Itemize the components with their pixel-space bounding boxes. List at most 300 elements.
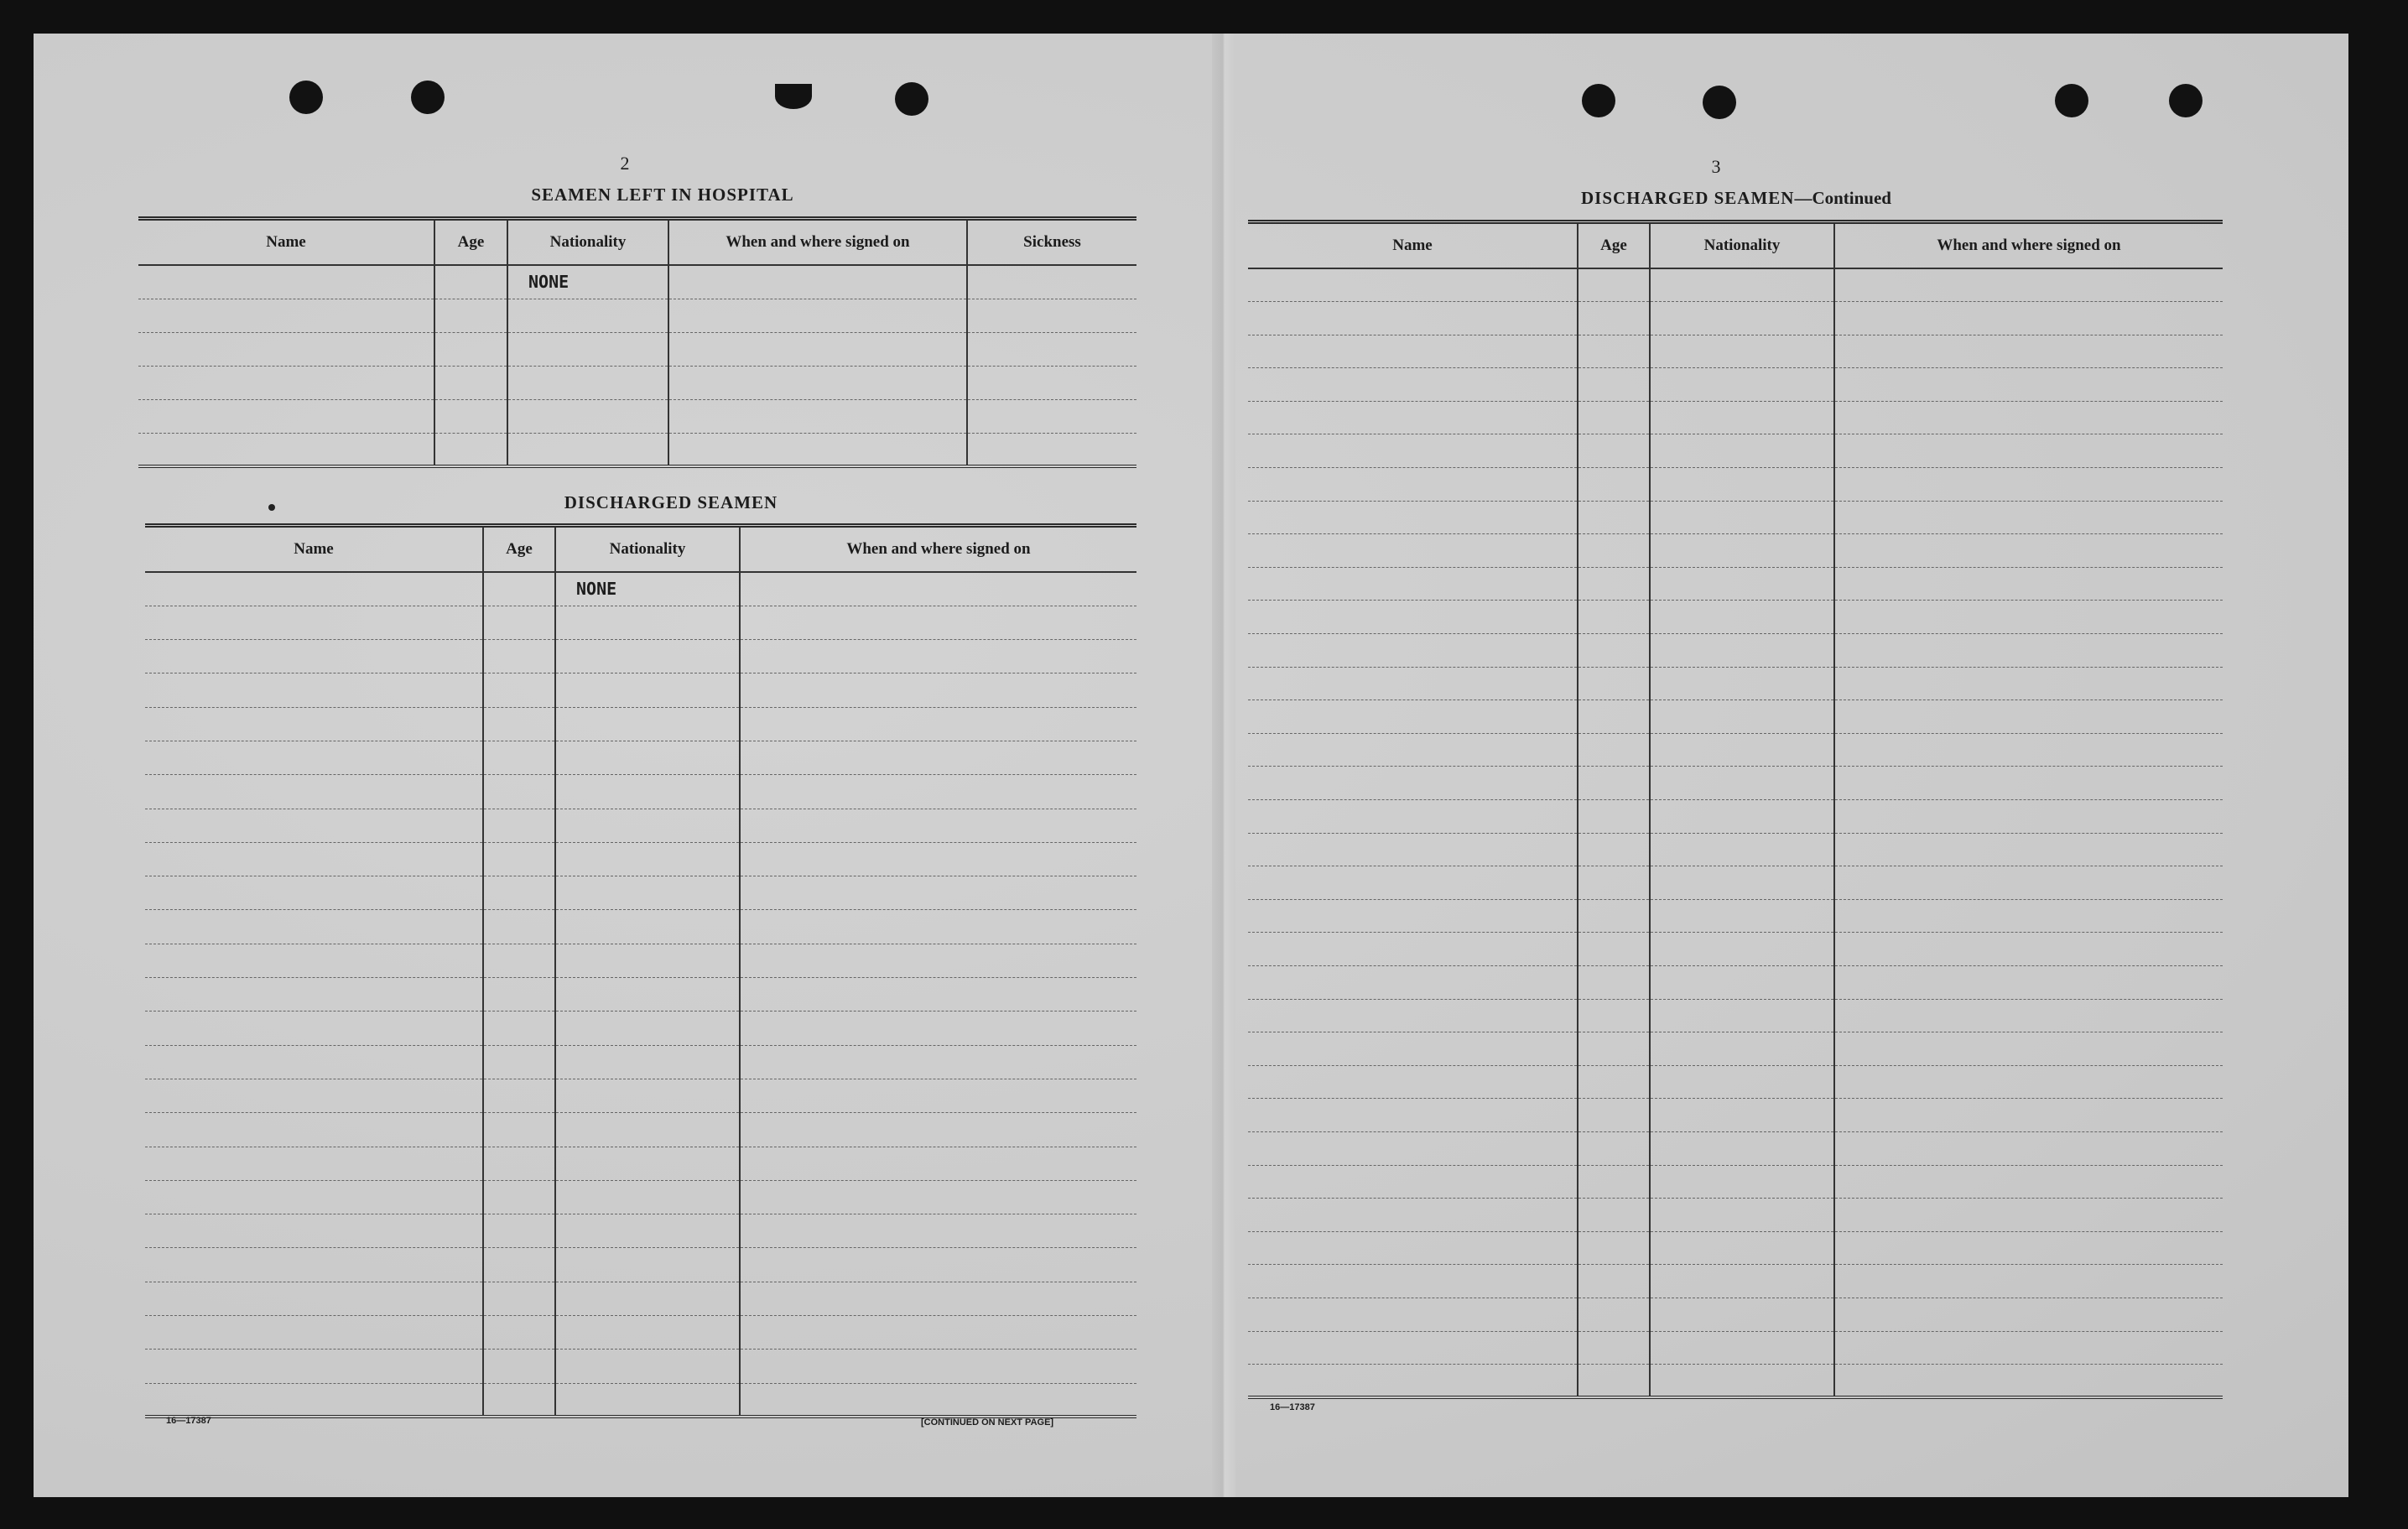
table-cell	[1834, 700, 2223, 734]
table-cell	[1578, 1365, 1650, 1398]
table-cell	[1834, 933, 2223, 966]
punch-hole	[775, 84, 812, 109]
table-cell	[555, 1248, 740, 1282]
table-cell	[1578, 833, 1650, 866]
table-cell	[1650, 534, 1834, 568]
table-cell	[1834, 1199, 2223, 1232]
table-cell	[1578, 1099, 1650, 1132]
table-cell	[483, 640, 555, 673]
table-cell	[434, 433, 507, 466]
table-cell	[483, 910, 555, 944]
table-row	[138, 299, 1136, 332]
table-cell	[1650, 1065, 1834, 1099]
table-cell	[1650, 468, 1834, 502]
table-cell	[483, 707, 555, 741]
table-cell	[483, 1248, 555, 1282]
table-cell	[1248, 700, 1578, 734]
bullet-dot	[268, 504, 275, 511]
table-cell	[740, 1282, 1136, 1315]
table-cell	[1834, 1065, 2223, 1099]
table-cell	[145, 606, 483, 639]
table-cell	[740, 1113, 1136, 1147]
table-cell	[967, 299, 1136, 332]
table-row	[145, 1147, 1136, 1180]
table-cell	[1248, 1131, 1578, 1165]
form-number-left: 16—17387	[166, 1416, 211, 1426]
table-cell	[434, 332, 507, 366]
table-cell	[668, 366, 967, 399]
table-cell	[1650, 601, 1834, 634]
table-cell	[145, 1282, 483, 1315]
table-cell	[1834, 567, 2223, 601]
table-row	[1248, 833, 2223, 866]
table-cell	[740, 1012, 1136, 1045]
table-cell	[1578, 700, 1650, 734]
table-cell	[145, 944, 483, 977]
table-cell	[145, 1383, 483, 1417]
table-cell	[1578, 401, 1650, 434]
table-cell	[1248, 667, 1578, 700]
table-cell	[555, 673, 740, 707]
table-cell: NONE	[507, 265, 668, 299]
punch-hole	[411, 81, 445, 114]
table-cell	[145, 640, 483, 673]
table-cell	[740, 673, 1136, 707]
table-cell	[967, 399, 1136, 433]
table-cell	[483, 673, 555, 707]
table-cell	[555, 640, 740, 673]
table-cell	[740, 978, 1136, 1012]
table-cell	[1834, 501, 2223, 534]
table-cell	[555, 842, 740, 876]
table-row	[145, 1350, 1136, 1383]
table-cell	[1834, 401, 2223, 434]
table-cell	[145, 673, 483, 707]
table-cell	[740, 1214, 1136, 1248]
table-cell	[1834, 1265, 2223, 1298]
table-row	[145, 775, 1136, 809]
table-cell	[1650, 1298, 1834, 1331]
table-cell	[740, 910, 1136, 944]
table-cell	[483, 944, 555, 977]
table-cell	[740, 741, 1136, 774]
table-row	[1248, 767, 2223, 800]
table-cell	[1650, 1231, 1834, 1265]
table-cell	[483, 809, 555, 842]
table-cell	[1578, 1298, 1650, 1331]
table-cell	[1578, 501, 1650, 534]
table-row	[145, 640, 1136, 673]
table-cell	[1248, 1032, 1578, 1066]
table-cell	[555, 1147, 740, 1180]
table-cell	[434, 366, 507, 399]
table-row	[145, 741, 1136, 774]
table-row	[1248, 1131, 2223, 1165]
table-row	[145, 673, 1136, 707]
table-cell	[483, 1079, 555, 1112]
table-cell	[1248, 1331, 1578, 1365]
table-cell	[507, 366, 668, 399]
table-cell	[740, 944, 1136, 977]
table-cell	[1834, 434, 2223, 468]
table-row	[145, 1079, 1136, 1112]
hospital-table	[138, 216, 1136, 468]
table-cell	[555, 1282, 740, 1315]
table-row	[1248, 368, 2223, 402]
table-cell	[668, 433, 967, 466]
table-cell	[1578, 434, 1650, 468]
table-cell	[740, 842, 1136, 876]
table-cell	[1834, 335, 2223, 368]
table-row	[1248, 667, 2223, 700]
table-cell	[555, 1113, 740, 1147]
table-cell	[1650, 434, 1834, 468]
table-cell	[1650, 767, 1834, 800]
table-cell	[145, 876, 483, 910]
table-row	[1248, 1065, 2223, 1099]
column-header: Name	[145, 526, 483, 573]
table-cell	[1578, 302, 1650, 335]
table-cell	[668, 332, 967, 366]
column-header: When and where signed on	[1834, 222, 2223, 269]
table-cell	[483, 1350, 555, 1383]
table-cell	[1650, 1032, 1834, 1066]
table-cell	[145, 1248, 483, 1282]
table-cell	[1650, 1099, 1834, 1132]
table-cell: NONE	[555, 572, 740, 606]
table-row	[1248, 899, 2223, 933]
table-cell	[1650, 965, 1834, 999]
table-cell	[138, 366, 434, 399]
table-row	[145, 707, 1136, 741]
table-row	[1248, 1199, 2223, 1232]
table-cell	[555, 1350, 740, 1383]
table-cell	[1248, 767, 1578, 800]
table-cell	[1650, 866, 1834, 900]
center-fold	[1212, 34, 1235, 1497]
table-cell	[1248, 933, 1578, 966]
table-cell	[1248, 1231, 1578, 1265]
table-cell	[668, 299, 967, 332]
table-cell	[1834, 1298, 2223, 1331]
column-header: Name	[1248, 222, 1578, 269]
punch-hole	[895, 82, 928, 116]
table-cell	[1650, 302, 1834, 335]
table-cell	[434, 265, 507, 299]
table-cell	[145, 978, 483, 1012]
column-header: Age	[1578, 222, 1650, 269]
table-cell	[1248, 368, 1578, 402]
punch-hole	[1582, 84, 1615, 117]
table-row	[1248, 335, 2223, 368]
table-cell	[1834, 1331, 2223, 1365]
table-cell	[1578, 1165, 1650, 1199]
table-cell	[1650, 368, 1834, 402]
table-cell	[1578, 368, 1650, 402]
table-cell	[740, 1383, 1136, 1417]
table-cell	[1248, 899, 1578, 933]
table-cell	[483, 1214, 555, 1248]
table-cell	[145, 842, 483, 876]
table-cell	[1650, 933, 1834, 966]
table-row	[1248, 800, 2223, 834]
table-cell	[1248, 1365, 1578, 1398]
page-number-right: 3	[1711, 156, 1721, 177]
table-cell	[740, 809, 1136, 842]
table-cell	[138, 299, 434, 332]
table-row	[1248, 534, 2223, 568]
table-row	[1248, 1032, 2223, 1066]
table-cell	[483, 876, 555, 910]
table-cell	[483, 741, 555, 774]
table-cell	[483, 1180, 555, 1214]
table-cell	[1578, 999, 1650, 1032]
table-cell	[1578, 601, 1650, 634]
punch-hole	[2169, 84, 2203, 117]
table-cell	[145, 1316, 483, 1350]
table-row	[1248, 1331, 2223, 1365]
table-cell	[434, 299, 507, 332]
table-cell	[967, 332, 1136, 366]
table-row	[145, 978, 1136, 1012]
table-cell	[1248, 800, 1578, 834]
table-cell	[555, 1214, 740, 1248]
table-cell	[1834, 268, 2223, 302]
table-row	[1248, 634, 2223, 668]
table-cell	[1248, 534, 1578, 568]
table-row	[145, 910, 1136, 944]
table-cell	[483, 978, 555, 1012]
table-cell	[555, 741, 740, 774]
table-cell	[138, 332, 434, 366]
table-cell	[1248, 401, 1578, 434]
table-cell	[145, 809, 483, 842]
table-cell	[1578, 767, 1650, 800]
table-cell	[1650, 999, 1834, 1032]
table-cell	[483, 1147, 555, 1180]
table-cell	[668, 399, 967, 433]
table-cell	[1834, 302, 2223, 335]
table-row	[1248, 434, 2223, 468]
form-number-right: 16—17387	[1270, 1402, 1315, 1412]
table-cell	[740, 1045, 1136, 1079]
table-cell	[1834, 1231, 2223, 1265]
table-row	[1248, 1265, 2223, 1298]
table-row	[138, 332, 1136, 366]
table-row	[145, 1248, 1136, 1282]
table-cell	[1578, 1331, 1650, 1365]
table-cell	[1578, 933, 1650, 966]
table-cell	[145, 910, 483, 944]
table-row	[145, 1316, 1136, 1350]
table-row	[145, 1214, 1136, 1248]
table-cell	[507, 299, 668, 332]
table-row	[1248, 268, 2223, 302]
column-header: When and where signed on	[740, 526, 1136, 573]
page-number-left: 2	[620, 153, 630, 174]
table-cell	[1248, 1199, 1578, 1232]
table-cell	[1248, 567, 1578, 601]
table-cell	[145, 1147, 483, 1180]
table-cell	[1834, 833, 2223, 866]
table-cell	[555, 1383, 740, 1417]
table-cell	[1834, 368, 2223, 402]
table-cell	[1578, 1032, 1650, 1066]
table-cell	[1248, 1065, 1578, 1099]
table-cell	[145, 1180, 483, 1214]
table-cell	[1578, 567, 1650, 601]
column-header: When and where signed on	[668, 219, 967, 266]
table-cell	[555, 944, 740, 977]
table-cell	[1578, 1265, 1650, 1298]
table-cell	[1578, 268, 1650, 302]
punch-hole	[289, 81, 323, 114]
table-cell	[1834, 667, 2223, 700]
table-cell	[483, 1383, 555, 1417]
table-cell	[668, 265, 967, 299]
table-cell	[555, 606, 740, 639]
table-cell	[1578, 899, 1650, 933]
table-cell	[1248, 601, 1578, 634]
column-header: Sickness	[967, 219, 1136, 266]
table-cell	[1834, 634, 2223, 668]
table-row	[1248, 1099, 2223, 1132]
table-cell	[145, 572, 483, 606]
table-cell	[1248, 1099, 1578, 1132]
table-cell	[740, 1180, 1136, 1214]
table-cell	[740, 707, 1136, 741]
table-cell	[1248, 501, 1578, 534]
table-cell	[1248, 833, 1578, 866]
title-suffix: —Continued	[1794, 188, 1891, 208]
table-cell	[1248, 434, 1578, 468]
table-cell	[483, 1316, 555, 1350]
table-row	[145, 809, 1136, 842]
table-row	[1248, 501, 2223, 534]
discharged-continued-title	[1501, 188, 1971, 209]
table-cell	[1650, 667, 1834, 700]
table-cell	[1650, 501, 1834, 534]
table-cell	[740, 572, 1136, 606]
table-cell	[434, 399, 507, 433]
table-cell	[555, 978, 740, 1012]
column-header: Nationality	[1650, 222, 1834, 269]
table-cell	[555, 1316, 740, 1350]
table-cell	[555, 1180, 740, 1214]
table-cell	[1248, 268, 1578, 302]
table-row	[145, 606, 1136, 639]
table-row	[145, 842, 1136, 876]
table-cell	[1248, 335, 1578, 368]
table-cell	[1578, 1231, 1650, 1265]
table-cell	[740, 1079, 1136, 1112]
table-cell	[740, 1147, 1136, 1180]
table-cell	[1834, 1099, 2223, 1132]
table-cell	[1834, 965, 2223, 999]
table-cell	[1578, 866, 1650, 900]
table-row	[1248, 601, 2223, 634]
table-row	[138, 399, 1136, 433]
table-row	[145, 1045, 1136, 1079]
table-cell	[1248, 302, 1578, 335]
table-cell	[555, 1079, 740, 1112]
table-cell	[740, 876, 1136, 910]
table-cell	[1650, 567, 1834, 601]
table-cell	[967, 265, 1136, 299]
table-cell	[1650, 1199, 1834, 1232]
table-cell	[1248, 1165, 1578, 1199]
table-row	[145, 1180, 1136, 1214]
punch-hole	[2055, 84, 2088, 117]
table-row	[1248, 468, 2223, 502]
table-cell	[1650, 700, 1834, 734]
table-cell	[507, 433, 668, 466]
table-cell	[555, 775, 740, 809]
table-cell	[1248, 1265, 1578, 1298]
table-cell	[145, 1350, 483, 1383]
table-cell	[1248, 1298, 1578, 1331]
table-cell	[138, 433, 434, 466]
table-cell	[1578, 800, 1650, 834]
table-cell	[483, 1012, 555, 1045]
table-cell	[740, 1248, 1136, 1282]
column-header: Name	[138, 219, 434, 266]
table-cell	[1650, 1131, 1834, 1165]
table-cell	[1578, 534, 1650, 568]
table-cell	[483, 572, 555, 606]
table-cell	[507, 332, 668, 366]
table-cell	[1834, 1365, 2223, 1398]
table-row	[145, 876, 1136, 910]
table-cell	[1834, 733, 2223, 767]
table-row	[1248, 965, 2223, 999]
table-cell	[1578, 1065, 1650, 1099]
table-row	[145, 1012, 1136, 1045]
table-cell	[483, 842, 555, 876]
table-cell	[740, 640, 1136, 673]
table-cell	[555, 809, 740, 842]
column-header: Age	[434, 219, 507, 266]
continued-note: [CONTINUED ON NEXT PAGE]	[921, 1417, 1054, 1428]
table-cell	[555, 707, 740, 741]
table-row	[1248, 866, 2223, 900]
column-header: Nationality	[507, 219, 668, 266]
table-cell	[145, 1012, 483, 1045]
hospital-section-title: SEAMEN LEFT IN HOSPITAL	[531, 185, 794, 205]
table-cell	[1650, 800, 1834, 834]
table-cell	[145, 1113, 483, 1147]
table-row	[145, 1282, 1136, 1315]
table-cell	[1578, 1131, 1650, 1165]
table-row	[138, 265, 1136, 299]
table-cell	[740, 1350, 1136, 1383]
table-cell	[740, 1316, 1136, 1350]
table-cell	[967, 366, 1136, 399]
table-cell	[1650, 833, 1834, 866]
table-row	[138, 366, 1136, 399]
table-cell	[1248, 866, 1578, 900]
table-cell	[483, 1113, 555, 1147]
table-cell	[483, 1282, 555, 1315]
table-cell	[1650, 1365, 1834, 1398]
table-cell	[967, 433, 1136, 466]
table-cell	[1578, 634, 1650, 668]
column-header: Nationality	[555, 526, 740, 573]
column-header: Age	[483, 526, 555, 573]
table-cell	[483, 1045, 555, 1079]
table-cell	[555, 910, 740, 944]
table-cell	[1834, 999, 2223, 1032]
